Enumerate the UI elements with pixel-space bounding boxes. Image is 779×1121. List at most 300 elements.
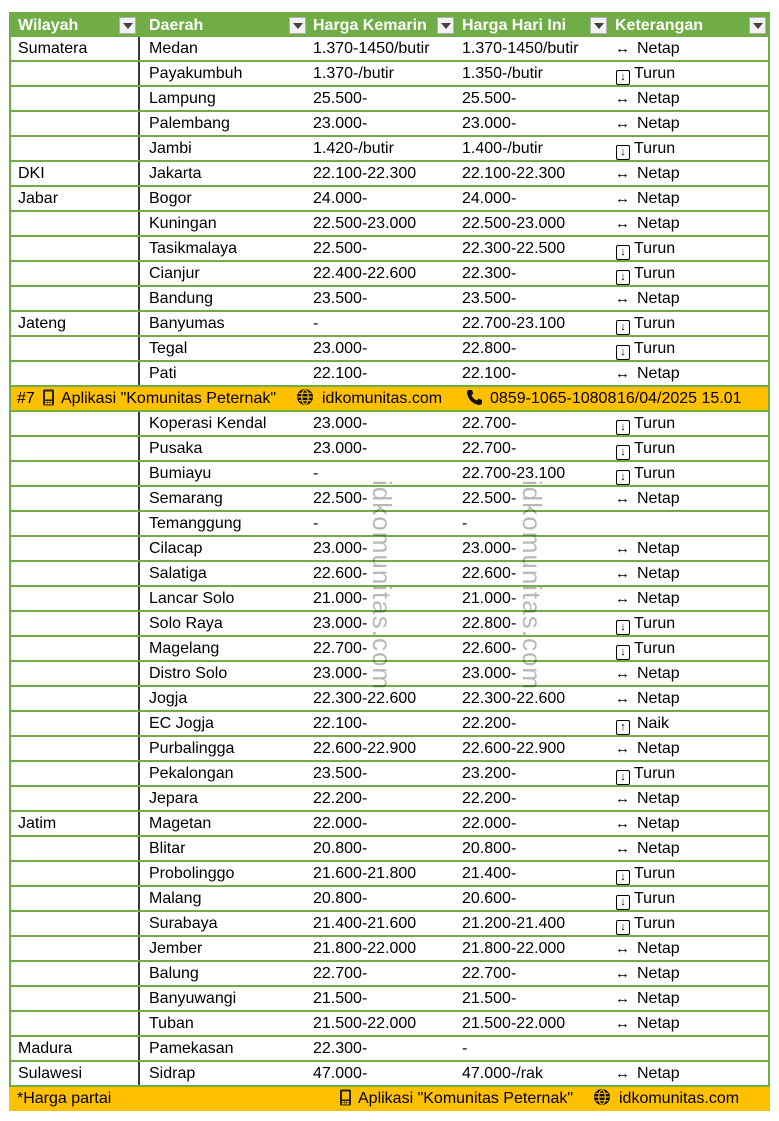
cell-wilayah[interactable]	[9, 662, 138, 685]
cell-wilayah[interactable]	[9, 962, 138, 985]
cell-keterangan[interactable]	[609, 287, 770, 310]
cell-wilayah[interactable]	[9, 412, 138, 435]
keterangan-label: Netap	[637, 990, 680, 1007]
cell-harga-kemarin[interactable]: 22.200-	[313, 790, 368, 807]
cell-wilayah[interactable]	[9, 262, 138, 285]
keterangan-label: Netap	[637, 290, 680, 307]
cell-wilayah[interactable]	[9, 987, 138, 1010]
cell-harga-hari-ini[interactable]: 23.000-	[462, 115, 517, 132]
cell-keterangan[interactable]	[609, 537, 770, 560]
cell-daerah[interactable]: Purbalingga	[138, 737, 308, 760]
cell-harga-hari-ini[interactable]: 22.500-	[462, 490, 517, 507]
cell-harga-kemarin[interactable]: 23.000-	[313, 540, 368, 557]
cell-wilayah[interactable]	[9, 562, 138, 585]
keterangan-label: Netap	[637, 1065, 680, 1082]
cell-harga-hari-ini[interactable]: 47.000-/rak	[462, 1065, 543, 1082]
cell-harga-kemarin[interactable]: 22.100-22.300	[313, 165, 417, 182]
cell-keterangan[interactable]	[609, 637, 770, 660]
cell-harga-kemarin[interactable]: 47.000-	[313, 1065, 368, 1082]
cell-wilayah[interactable]: Jatim	[9, 812, 138, 835]
left-right-arrow-icon: ↔	[615, 1015, 630, 1032]
cell-daerah[interactable]: Jember	[138, 937, 308, 960]
table-row	[9, 762, 770, 787]
cell-harga-kemarin[interactable]: 22.500-	[313, 240, 368, 257]
filter-dropdown-icon[interactable]	[289, 17, 306, 34]
cell-daerah[interactable]: Medan	[138, 37, 308, 60]
table-row	[9, 637, 770, 662]
keterangan-label: Netap	[637, 40, 680, 57]
banner-app-name: Aplikasi "Komunitas Peternak"	[61, 390, 277, 407]
cell-wilayah[interactable]	[9, 487, 138, 510]
cell-harga-kemarin[interactable]: -	[313, 465, 319, 482]
cell-harga-kemarin[interactable]: 23.000-	[313, 340, 368, 357]
cell-daerah[interactable]: Balung	[138, 962, 308, 985]
cell-harga-hari-ini[interactable]: 22.700-	[462, 415, 517, 432]
cell-daerah[interactable]: Magetan	[138, 812, 308, 835]
cell-harga-kemarin[interactable]: 22.700-	[313, 640, 368, 657]
table-row	[9, 862, 770, 887]
table-header	[9, 12, 770, 37]
cell-keterangan[interactable]	[609, 37, 770, 60]
cell-harga-kemarin[interactable]: 20.800-	[313, 840, 368, 857]
cell-daerah[interactable]: Bumiayu	[138, 462, 308, 485]
cell-daerah[interactable]: Jambi	[138, 137, 308, 160]
cell-daerah[interactable]: Temanggung	[138, 512, 308, 535]
cell-daerah[interactable]: Pusaka	[138, 437, 308, 460]
keterangan-label: Turun	[634, 315, 676, 332]
cell-daerah[interactable]: Solo Raya	[138, 612, 308, 635]
cell-harga-hari-ini[interactable]: 22.600-	[462, 565, 517, 582]
cell-harga-hari-ini[interactable]: 22.700-	[462, 440, 517, 457]
cell-keterangan[interactable]	[609, 437, 770, 460]
cell-harga-hari-ini[interactable]: 22.800-	[462, 340, 517, 357]
cell-harga-kemarin[interactable]: 22.600-	[313, 565, 368, 582]
cell-daerah[interactable]: Tuban	[138, 1012, 308, 1035]
left-right-arrow-icon: ↔	[615, 90, 630, 107]
keterangan-label: Netap	[637, 690, 680, 707]
cell-daerah[interactable]: Tegal	[138, 337, 308, 360]
cell-daerah[interactable]: Sidrap	[138, 1062, 308, 1085]
table-row	[9, 787, 770, 812]
keterangan-label: Turun	[634, 615, 676, 632]
cell-keterangan[interactable]	[609, 112, 770, 135]
keterangan-label: Netap	[637, 965, 680, 982]
down-arrow-icon: ↓	[616, 420, 630, 435]
cell-daerah[interactable]: Palembang	[138, 112, 308, 135]
cell-harga-hari-ini[interactable]: 21.000-	[462, 590, 517, 607]
cell-keterangan[interactable]	[609, 512, 770, 535]
cell-harga-kemarin[interactable]: 21.800-22.000	[313, 940, 417, 957]
cell-keterangan[interactable]	[609, 212, 770, 235]
cell-harga-hari-ini[interactable]: 23.500-	[462, 290, 517, 307]
cell-daerah[interactable]: Koperasi Kendal	[138, 412, 308, 435]
cell-keterangan[interactable]	[609, 62, 770, 85]
mobile-phone-icon	[339, 1087, 352, 1111]
table-row	[9, 512, 770, 537]
cell-daerah[interactable]: Banyumas	[138, 312, 308, 335]
cell-wilayah[interactable]: Sumatera	[9, 37, 138, 60]
keterangan-label: Netap	[637, 940, 680, 957]
cell-harga-hari-ini[interactable]: 22.800-	[462, 615, 517, 632]
cell-harga-hari-ini[interactable]: 21.500-	[462, 990, 517, 1007]
table-row	[9, 337, 770, 362]
cell-harga-kemarin[interactable]: 22.600-22.900	[313, 740, 417, 757]
header-keterangan[interactable]	[609, 14, 770, 37]
cell-harga-kemarin[interactable]: 21.500-	[313, 990, 368, 1007]
table-row	[9, 987, 770, 1012]
cell-keterangan[interactable]	[609, 462, 770, 485]
cell-keterangan[interactable]	[609, 362, 770, 385]
keterangan-label: Turun	[634, 65, 676, 82]
keterangan-label: Turun	[634, 140, 676, 157]
cell-wilayah[interactable]	[9, 287, 138, 310]
cell-keterangan[interactable]	[609, 662, 770, 685]
cell-keterangan[interactable]	[609, 487, 770, 510]
keterangan-label: Turun	[634, 765, 676, 782]
table-row	[9, 262, 770, 287]
cell-wilayah[interactable]	[9, 62, 138, 85]
cell-harga-kemarin[interactable]: 25.500-	[313, 90, 368, 107]
cell-harga-kemarin[interactable]: 22.000-	[313, 815, 368, 832]
cell-harga-hari-ini[interactable]: 22.000-	[462, 815, 517, 832]
cell-harga-hari-ini[interactable]: -	[462, 1040, 468, 1057]
table-row	[9, 962, 770, 987]
cell-harga-hari-ini[interactable]: 23.000-	[462, 665, 517, 682]
cell-keterangan[interactable]	[609, 412, 770, 435]
cell-harga-hari-ini[interactable]: 20.800-	[462, 840, 517, 857]
cell-keterangan[interactable]	[609, 312, 770, 335]
down-arrow-icon: ↓	[616, 245, 630, 260]
table-row	[9, 237, 770, 262]
cell-wilayah[interactable]	[9, 212, 138, 235]
cell-wilayah[interactable]	[9, 687, 138, 710]
cell-daerah[interactable]: Pekalongan	[138, 762, 308, 785]
cell-daerah[interactable]: Bandung	[138, 287, 308, 310]
keterangan-label: Turun	[634, 415, 676, 432]
cell-keterangan[interactable]	[609, 962, 770, 985]
cell-keterangan[interactable]	[609, 837, 770, 860]
table-row	[9, 587, 770, 612]
cell-daerah[interactable]: Salatiga	[138, 562, 308, 585]
cell-harga-kemarin[interactable]: 22.100-	[313, 715, 368, 732]
cell-wilayah[interactable]	[9, 937, 138, 960]
cell-wilayah[interactable]	[9, 362, 138, 385]
header-wilayah[interactable]	[9, 14, 138, 37]
table-row	[9, 462, 770, 487]
cell-harga-kemarin[interactable]: 1.420-/butir	[313, 140, 394, 157]
cell-harga-kemarin[interactable]: 24.000-	[313, 190, 368, 207]
cell-harga-hari-ini[interactable]: 21.800-22.000	[462, 940, 566, 957]
table-row	[9, 312, 770, 337]
cell-daerah[interactable]: Cilacap	[138, 537, 308, 560]
cell-wilayah[interactable]	[9, 912, 138, 935]
cell-keterangan[interactable]	[609, 587, 770, 610]
cell-harga-kemarin[interactable]: 22.300-22.600	[313, 690, 417, 707]
cell-harga-hari-ini[interactable]: 22.500-23.000	[462, 215, 566, 232]
table-row	[9, 37, 770, 62]
cell-harga-kemarin[interactable]: 23.500-	[313, 765, 368, 782]
keterangan-label: Turun	[634, 265, 676, 282]
cell-daerah[interactable]: Jogja	[138, 687, 308, 710]
header-wilayah-label: Wilayah	[18, 17, 79, 34]
cell-harga-hari-ini[interactable]: 22.700-23.100	[462, 465, 566, 482]
cell-keterangan[interactable]	[609, 337, 770, 360]
cell-daerah[interactable]: Lancar Solo	[138, 587, 308, 610]
table-row	[9, 662, 770, 687]
filter-dropdown-icon[interactable]	[749, 17, 766, 34]
cell-wilayah[interactable]	[9, 462, 138, 485]
table-row	[9, 737, 770, 762]
left-right-arrow-icon: ↔	[615, 565, 630, 582]
cell-daerah[interactable]: Kuningan	[138, 212, 308, 235]
cell-harga-hari-ini[interactable]: 22.300-	[462, 265, 517, 282]
cell-harga-kemarin[interactable]: 1.370-1450/butir	[313, 40, 430, 57]
cell-keterangan[interactable]	[609, 937, 770, 960]
cell-wilayah[interactable]: Jateng	[9, 312, 138, 335]
globe-icon	[593, 1087, 611, 1111]
cell-daerah[interactable]: EC Jogja	[138, 712, 308, 735]
cell-harga-hari-ini[interactable]: 22.700-23.100	[462, 315, 566, 332]
cell-wilayah[interactable]	[9, 1012, 138, 1035]
cell-harga-kemarin[interactable]: 23.000-	[313, 115, 368, 132]
cell-daerah[interactable]: Blitar	[138, 837, 308, 860]
keterangan-label: Naik	[637, 715, 670, 732]
cell-keterangan[interactable]	[609, 912, 770, 935]
footer-bar	[9, 1087, 770, 1111]
table-body-top	[9, 37, 770, 387]
cell-wilayah[interactable]	[9, 137, 138, 160]
cell-harga-kemarin[interactable]: 22.100-	[313, 365, 368, 382]
cell-harga-kemarin[interactable]: 23.500-	[313, 290, 368, 307]
cell-keterangan[interactable]	[609, 812, 770, 835]
banner-phone[interactable]: 0859-1065-10808	[490, 390, 617, 407]
cell-harga-kemarin[interactable]: 22.300-	[313, 1040, 368, 1057]
banner-number: #7	[17, 390, 35, 407]
cell-harga-kemarin[interactable]: 21.600-21.800	[313, 865, 417, 882]
watermark-left: idkomunitas.com	[367, 480, 397, 691]
cell-daerah[interactable]: Cianjur	[138, 262, 308, 285]
cell-keterangan[interactable]	[609, 862, 770, 885]
table-row	[9, 912, 770, 937]
cell-wilayah[interactable]	[9, 512, 138, 535]
cell-harga-hari-ini[interactable]: 21.400-	[462, 865, 517, 882]
cell-harga-kemarin[interactable]: 21.500-22.000	[313, 1015, 417, 1032]
left-right-arrow-icon: ↔	[615, 290, 630, 307]
cell-daerah[interactable]: Pamekasan	[138, 1037, 308, 1060]
cell-harga-kemarin[interactable]: 22.500-	[313, 490, 368, 507]
down-arrow-icon: ↓	[616, 470, 630, 485]
cell-harga-kemarin[interactable]: 23.000-	[313, 440, 368, 457]
cell-keterangan[interactable]	[609, 1037, 770, 1060]
cell-wilayah[interactable]	[9, 637, 138, 660]
cell-harga-hari-ini[interactable]: 1.370-1450/butir	[462, 40, 579, 57]
down-arrow-icon: ↓	[616, 145, 630, 160]
left-right-arrow-icon: ↔	[615, 115, 630, 132]
cell-daerah[interactable]: Payakumbuh	[138, 62, 308, 85]
table-row	[9, 412, 770, 437]
cell-harga-hari-ini[interactable]: 24.000-	[462, 190, 517, 207]
cell-daerah[interactable]: Jepara	[138, 787, 308, 810]
cell-wilayah[interactable]	[9, 762, 138, 785]
keterangan-label: Netap	[637, 815, 680, 832]
cell-keterangan[interactable]	[609, 187, 770, 210]
cell-daerah[interactable]: Pati	[138, 362, 308, 385]
left-right-arrow-icon: ↔	[615, 740, 630, 757]
footer-app-name: Aplikasi "Komunitas Peternak"	[358, 1090, 574, 1107]
cell-harga-hari-ini[interactable]: 25.500-	[462, 90, 517, 107]
header-harga-kemarin-label: Harga Kemarin	[313, 17, 427, 34]
table-row	[9, 187, 770, 212]
cell-daerah[interactable]: Tasikmalaya	[138, 237, 308, 260]
cell-harga-hari-ini[interactable]: 21.200-21.400	[462, 915, 566, 932]
cell-keterangan[interactable]	[609, 1012, 770, 1035]
cell-daerah[interactable]: Distro Solo	[138, 662, 308, 685]
cell-harga-kemarin[interactable]: 21.400-21.600	[313, 915, 417, 932]
left-right-arrow-icon: ↔	[615, 965, 630, 982]
footer-website[interactable]: idkomunitas.com	[619, 1090, 740, 1107]
cell-keterangan[interactable]	[609, 762, 770, 785]
table-row	[9, 687, 770, 712]
keterangan-label: Turun	[634, 865, 676, 882]
cell-daerah[interactable]: Surabaya	[138, 912, 308, 935]
cell-daerah[interactable]: Lampung	[138, 87, 308, 110]
header-daerah[interactable]	[138, 14, 308, 37]
filter-dropdown-icon[interactable]	[119, 17, 136, 34]
filter-dropdown-icon[interactable]	[590, 17, 607, 34]
cell-daerah[interactable]: Malang	[138, 887, 308, 910]
cell-harga-kemarin[interactable]: 20.800-	[313, 890, 368, 907]
cell-harga-hari-ini[interactable]: 22.700-	[462, 965, 517, 982]
cell-harga-hari-ini[interactable]: -	[462, 515, 468, 532]
cell-harga-hari-ini[interactable]: 23.000-	[462, 540, 517, 557]
cell-keterangan[interactable]	[609, 87, 770, 110]
table-row	[9, 212, 770, 237]
cell-harga-hari-ini[interactable]: 23.200-	[462, 765, 517, 782]
cell-wilayah[interactable]	[9, 237, 138, 260]
keterangan-label: Turun	[634, 440, 676, 457]
cell-wilayah[interactable]	[9, 337, 138, 360]
left-right-arrow-icon: ↔	[615, 790, 630, 807]
cell-harga-hari-ini[interactable]: 22.100-22.300	[462, 165, 566, 182]
cell-keterangan[interactable]	[609, 162, 770, 185]
cell-wilayah[interactable]	[9, 887, 138, 910]
cell-keterangan[interactable]	[609, 262, 770, 285]
cell-keterangan[interactable]	[609, 137, 770, 160]
cell-wilayah[interactable]: Sulawesi	[9, 1062, 138, 1085]
down-arrow-icon: ↓	[616, 445, 630, 460]
cell-wilayah[interactable]: Madura	[9, 1037, 138, 1060]
cell-daerah[interactable]: Probolinggo	[138, 862, 308, 885]
cell-harga-kemarin[interactable]: -	[313, 515, 319, 532]
cell-harga-hari-ini[interactable]: 22.300-22.500	[462, 240, 566, 257]
cell-wilayah[interactable]	[9, 437, 138, 460]
keterangan-label: Netap	[637, 1015, 680, 1032]
up-arrow-icon: ↑	[616, 720, 630, 735]
cell-keterangan[interactable]	[609, 237, 770, 260]
left-right-arrow-icon: ↔	[615, 990, 630, 1007]
cell-harga-kemarin[interactable]: 23.000-	[313, 615, 368, 632]
cell-daerah[interactable]: Jakarta	[138, 162, 308, 185]
cell-harga-hari-ini[interactable]: 21.500-22.000	[462, 1015, 566, 1032]
cell-harga-kemarin[interactable]: 22.500-23.000	[313, 215, 417, 232]
cell-wilayah[interactable]	[9, 87, 138, 110]
cell-harga-kemarin[interactable]: 22.700-	[313, 965, 368, 982]
header-harga-kemarin[interactable]	[308, 14, 456, 37]
cell-harga-hari-ini[interactable]: 1.400-/butir	[462, 140, 543, 157]
header-harga-hari-ini[interactable]	[456, 14, 609, 37]
cell-harga-hari-ini[interactable]: 22.200-	[462, 790, 517, 807]
cell-harga-kemarin[interactable]: 23.000-	[313, 415, 368, 432]
cell-keterangan[interactable]	[609, 787, 770, 810]
cell-daerah[interactable]: Banyuwangi	[138, 987, 308, 1010]
keterangan-label: Netap	[637, 165, 680, 182]
cell-harga-hari-ini[interactable]: 1.350-/butir	[462, 65, 543, 82]
cell-harga-kemarin[interactable]: 22.400-22.600	[313, 265, 417, 282]
left-right-arrow-icon: ↔	[615, 590, 630, 607]
left-right-arrow-icon: ↔	[615, 40, 630, 57]
cell-keterangan[interactable]	[609, 987, 770, 1010]
table-body-bottom	[9, 412, 770, 1087]
down-arrow-icon: ↓	[616, 645, 630, 660]
left-right-arrow-icon: ↔	[615, 840, 630, 857]
table-row	[9, 437, 770, 462]
cell-daerah[interactable]: Magelang	[138, 637, 308, 660]
table-row	[9, 837, 770, 862]
cell-harga-hari-ini[interactable]: 22.300-22.600	[462, 690, 566, 707]
cell-harga-hari-ini[interactable]: 22.100-	[462, 365, 517, 382]
cell-wilayah[interactable]	[9, 587, 138, 610]
left-right-arrow-icon: ↔	[615, 815, 630, 832]
cell-wilayah[interactable]	[9, 112, 138, 135]
cell-keterangan[interactable]	[609, 687, 770, 710]
keterangan-label: Netap	[637, 840, 680, 857]
cell-wilayah[interactable]	[9, 862, 138, 885]
table-row	[9, 162, 770, 187]
keterangan-label: Netap	[637, 740, 680, 757]
cell-keterangan[interactable]	[609, 737, 770, 760]
cell-harga-kemarin[interactable]: 1.370-/butir	[313, 65, 394, 82]
banner-website[interactable]: idkomunitas.com	[322, 390, 443, 407]
cell-keterangan[interactable]	[609, 887, 770, 910]
keterangan-label: Netap	[637, 115, 680, 132]
keterangan-label: Turun	[634, 240, 676, 257]
cell-harga-hari-ini[interactable]: 22.200-	[462, 715, 517, 732]
cell-wilayah[interactable]: DKI	[9, 162, 138, 185]
cell-harga-kemarin[interactable]: 21.000-	[313, 590, 368, 607]
table-row	[9, 537, 770, 562]
cell-wilayah[interactable]	[9, 787, 138, 810]
cell-wilayah[interactable]	[9, 612, 138, 635]
cell-keterangan[interactable]	[609, 712, 770, 735]
filter-dropdown-icon[interactable]	[437, 17, 454, 34]
cell-wilayah[interactable]	[9, 537, 138, 560]
cell-daerah[interactable]: Semarang	[138, 487, 308, 510]
cell-wilayah[interactable]	[9, 737, 138, 760]
cell-harga-hari-ini[interactable]: 22.600-	[462, 640, 517, 657]
header-keterangan-label: Keterangan	[615, 17, 704, 34]
cell-harga-hari-ini[interactable]: 22.600-22.900	[462, 740, 566, 757]
cell-wilayah[interactable]: Jabar	[9, 187, 138, 210]
cell-harga-hari-ini[interactable]: 20.600-	[462, 890, 517, 907]
cell-keterangan[interactable]	[609, 612, 770, 635]
cell-keterangan[interactable]	[609, 1062, 770, 1085]
cell-wilayah[interactable]	[9, 712, 138, 735]
cell-daerah[interactable]: Bogor	[138, 187, 308, 210]
cell-harga-kemarin[interactable]: 23.000-	[313, 665, 368, 682]
cell-keterangan[interactable]	[609, 562, 770, 585]
cell-wilayah[interactable]	[9, 837, 138, 860]
cell-harga-kemarin[interactable]: -	[313, 315, 319, 332]
